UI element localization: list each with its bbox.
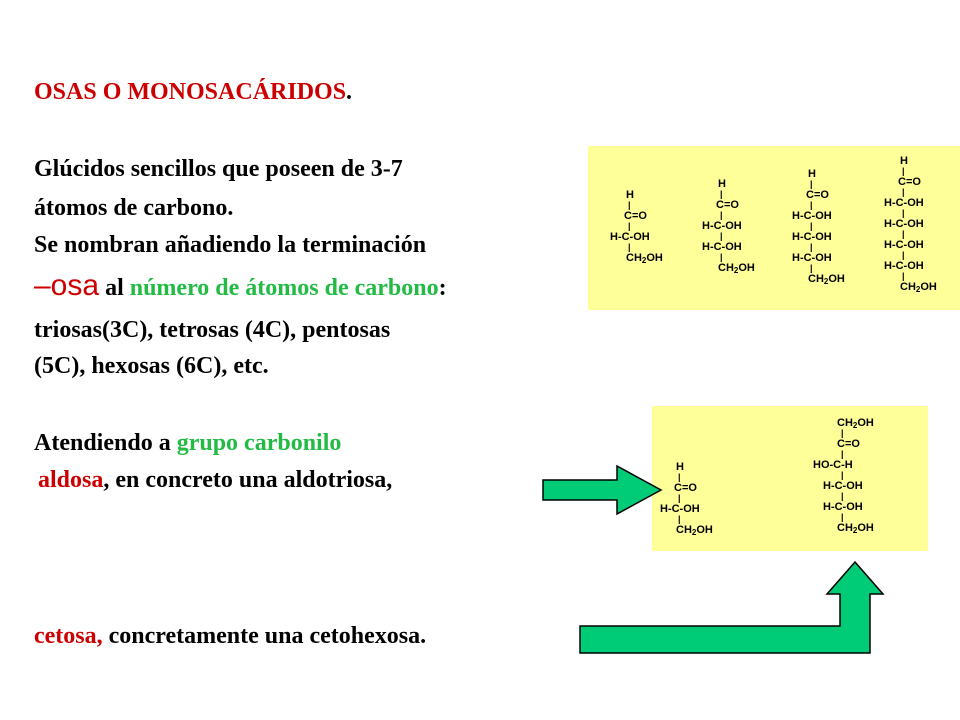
definition-line-3: Se nombran añadiendo la terminación (34, 232, 427, 258)
suffix-osa: –osa (34, 269, 100, 302)
definition-line-6: (5C), hexosas (6C), etc. (34, 353, 269, 379)
cetosa-arrow (580, 562, 883, 653)
definition-line-1: Glúcidos sencillos que poseen de 3-7 (34, 156, 403, 182)
aldotriose-example: H | C=O | H-C-OH | $CH_2OH$ (660, 461, 713, 537)
aldosa-label: aldosa (38, 467, 104, 493)
aldotetrose-structure: H | C=O | H-C-OH | H-C-OH | $CH_2OH$ (702, 178, 755, 275)
aldohexose-structure: H | C=O | H-C-OH | H-C-OH | H-C-OH | H-C-OH | $CH_2OH$ (884, 155, 937, 294)
aldosa-rest: , en concreto una aldotriosa, (103, 467, 393, 493)
definition-line-2: átomos de carbono. (34, 195, 234, 221)
definition-line-5: triosas(3C), tetrosas (4C), pentosas (34, 317, 391, 343)
cetohexose-example: $CH_2OH$ | C=O | HO-C-H | H-C-OH | H-C-OH | $CH_2OH$ (813, 417, 874, 535)
green-phrase: número de átomos de carbono (129, 275, 439, 301)
cetosa-label: cetosa, (34, 623, 103, 649)
page-title: OSAS O MONOSACÁRIDOS. (34, 79, 353, 105)
grupo-carbonilo: grupo carbonilo (176, 430, 342, 456)
cetosa-rest: concretamente una cetohexosa. (102, 623, 427, 649)
colon-text: : (438, 275, 447, 301)
classification-lead: Atendiendo a (34, 430, 177, 456)
aldotriose-structure: H | C=O | H-C-OH | $CH_2OH$ (610, 189, 663, 265)
al-text: al (99, 275, 130, 301)
aldosa-arrow (543, 466, 661, 514)
aldopentose-structure: H | C=O | H-C-OH | H-C-OH | H-C-OH | $CH_2OH$ (792, 168, 845, 286)
